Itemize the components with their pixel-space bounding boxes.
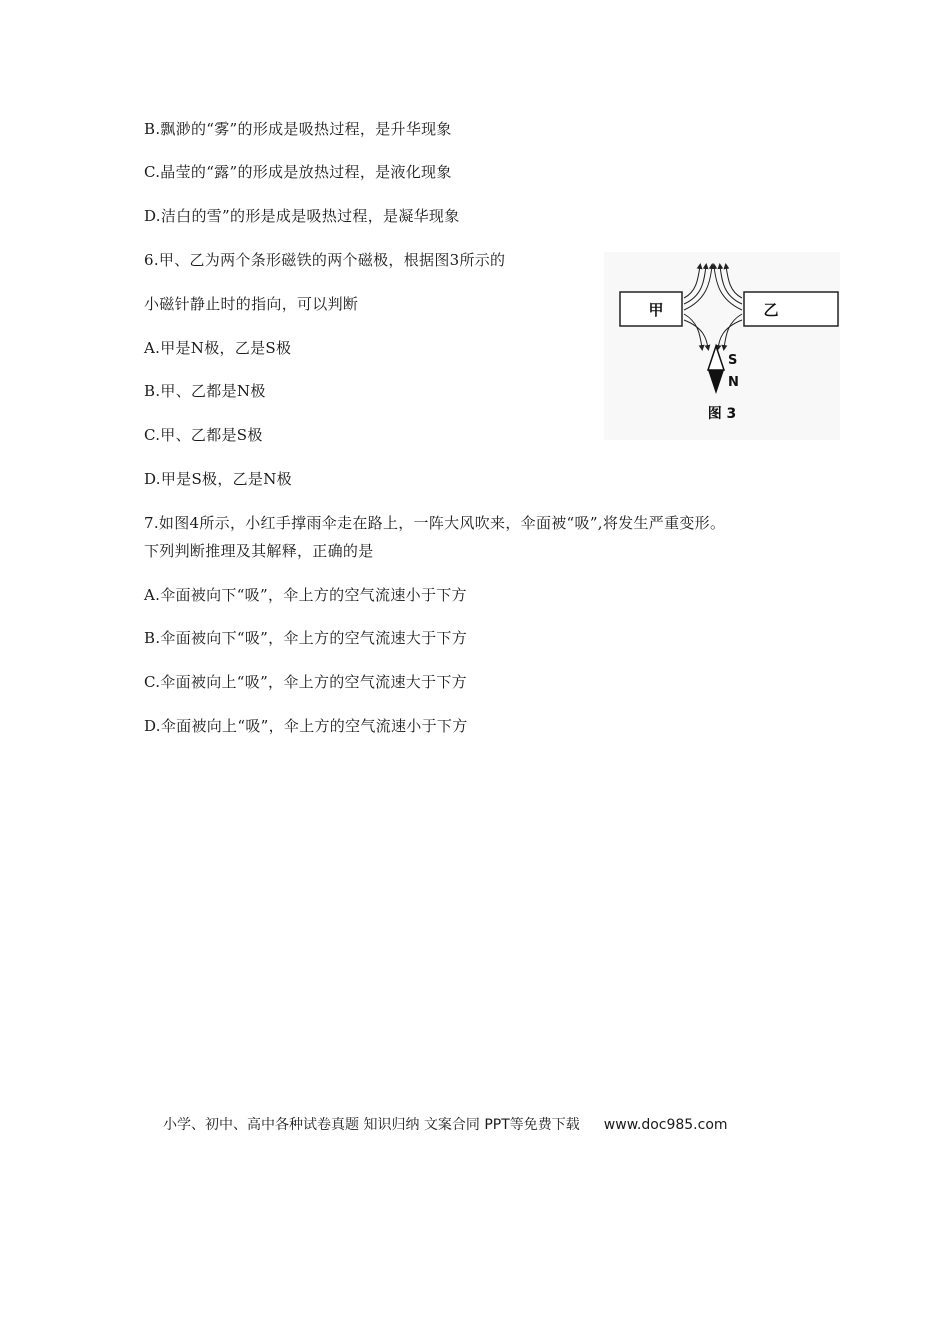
figure-3-magnets <box>604 252 840 440</box>
q7-option-a: A.伞面被向下“吸”，伞上方的空气流速小于下方 <box>144 586 467 604</box>
footer-text: 小学、初中、高中各种试卷真题 知识归纳 文案合同 PPT等免费下载 <box>163 1117 580 1133</box>
needle-s-label: S <box>728 353 738 368</box>
needle-n-label: N <box>728 375 739 390</box>
magnet-field-diagram <box>604 252 840 440</box>
q7-option-c: C.伞面被向上“吸”，伞上方的空气流速大于下方 <box>144 673 467 691</box>
q7-stem-line-1: 7.如图4所示，小红手撑雨伞走在路上，一阵大风吹来，伞面被“吸”,将发生严重变形。 <box>144 514 726 532</box>
magnet-right <box>744 292 838 326</box>
q6-option-d: D.甲是S极，乙是N极 <box>144 470 292 488</box>
q6-option-b: B.甲、乙都是N极 <box>144 382 266 400</box>
page-footer <box>163 1115 728 1135</box>
q5-option-b: B.飘渺的“雾”的形成是吸热过程，是升华现象 <box>144 120 452 138</box>
magnet-left-label: 甲 <box>648 301 664 319</box>
q6-option-c: C.甲、乙都是S极 <box>144 426 263 444</box>
q7-stem-line-2: 下列判断推理及其解释，正确的是 <box>144 542 374 560</box>
q5-option-c: C.晶莹的“露”的形成是放热过程，是液化现象 <box>144 163 452 181</box>
figure-caption: 图 3 <box>707 406 737 422</box>
q5-option-d: D.洁白的雪”的形是成是吸热过程，是凝华现象 <box>144 207 460 225</box>
q7-option-d: D.伞面被向上“吸”，伞上方的空气流速小于下方 <box>144 717 468 735</box>
q7-option-b: B.伞面被向下“吸”，伞上方的空气流速大于下方 <box>144 629 468 647</box>
q6-stem-line-1: 6.甲、乙为两个条形磁铁的两个磁极，根据图3所示的 <box>144 251 506 269</box>
q6-option-a: A.甲是N极，乙是S极 <box>144 339 292 357</box>
q6-stem-line-2: 小磁针静止时的指向，可以判断 <box>144 295 359 313</box>
footer-url[interactable]: www.doc985.com <box>603 1117 728 1133</box>
magnet-right-label: 乙 <box>763 301 779 319</box>
